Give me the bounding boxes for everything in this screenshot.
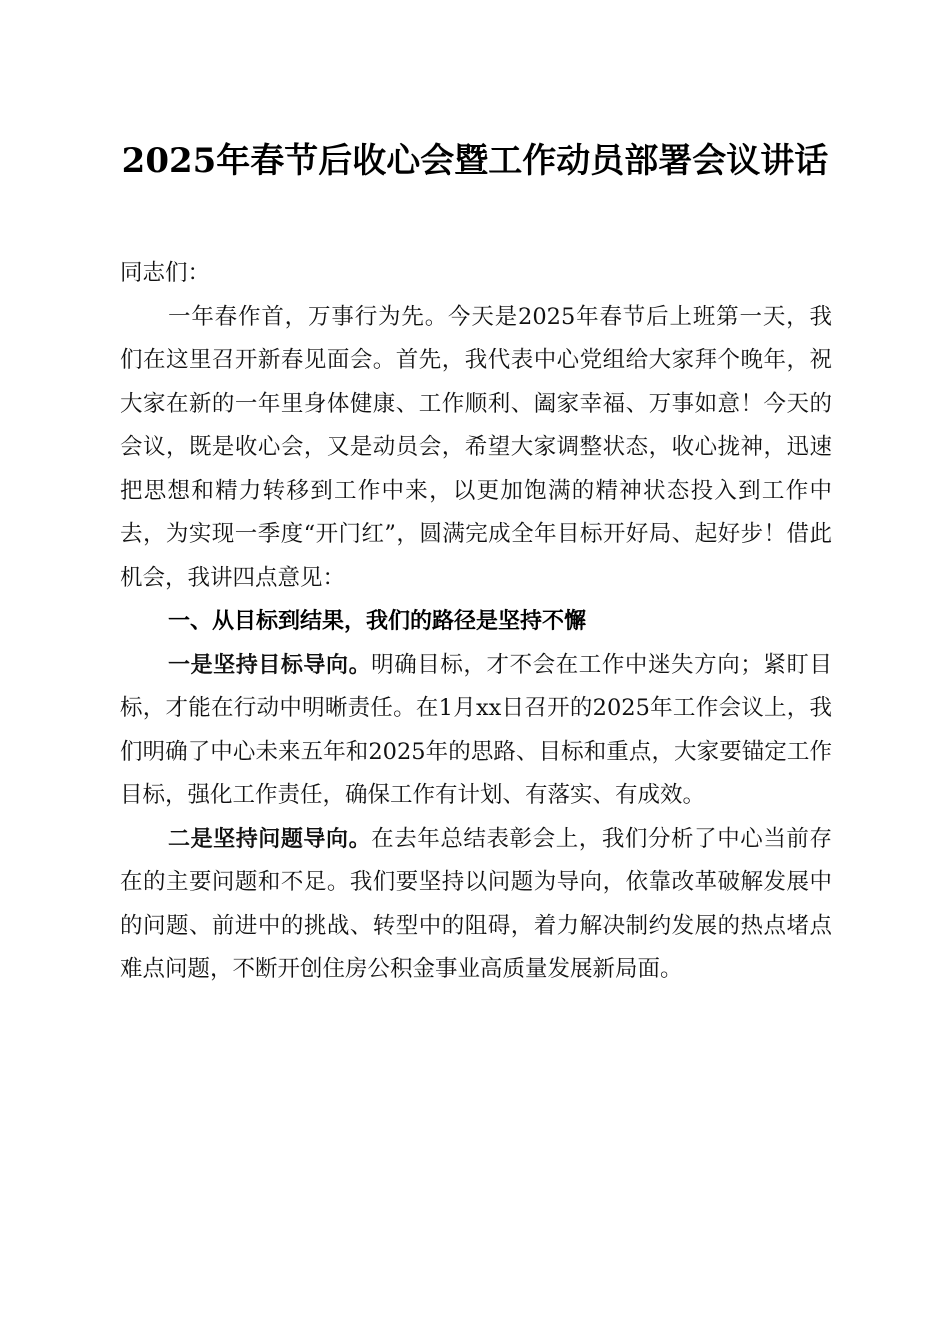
intro-paragraph: 一年春作首，万事行为先。今天是2025年春节后上班第一天，我们在这里召开新春见面会。首先，我代表中心党组给大家拜个晚年，祝大家在新的一年里身体健康、工作顺利、阖家幸福、万事如意！今天的会议，既是收心会，又是动员会，希望大家调整状态，收心拢神，迅速把思想和精力转移到工作中来，以更加饱满的精神状态投入到工作中去，为实现一季度“开门红”，圆满完成全年目标开好局、起好步！借此机会，我讲四点意见：: [120, 303, 832, 591]
point-paragraph-1: [120, 644, 832, 818]
point-lead-2: 二是坚持问题导向。: [168, 826, 372, 852]
document-body: [120, 252, 832, 992]
document-title: 2025年春节后收心会暨工作动员部署会议讲话: [121, 141, 829, 181]
point-lead-1: 一是坚持目标导向。: [168, 652, 372, 678]
salutation: 同志们：: [120, 260, 211, 286]
point-text-2: 在去年总结表彰会上，我们分析了中心当前存在的主要问题和不足。我们要坚持以问题为导向，依靠改革破解发展中的问题、前进中的挑战、转型中的阻碍，着力解决制约发展的热点堵点难点问题，不断开创住房公积金事业高质量发展新局面。: [120, 825, 832, 982]
section-heading-1: 一、从目标到结果，我们的路径是坚持不懈: [168, 609, 587, 634]
point-text-1: 明确目标，才不会在工作中迷失方向；紧盯目标，才能在行动中明晰责任。在1月xx日召开的2025年工作会议上，我们明确了中心未来五年和2025年的思路、目标和重点，大家要锚定工作目标，强化工作责任，确保工作有计划、有落实、有成效。: [120, 651, 832, 808]
point-paragraph-2: [120, 818, 832, 992]
